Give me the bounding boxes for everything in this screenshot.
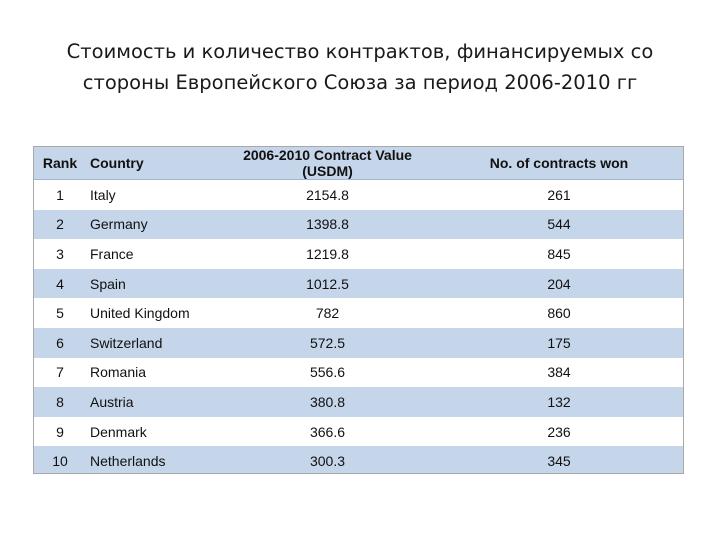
cell-rank: 3 (34, 239, 86, 269)
cell-rank: 10 (34, 446, 86, 474)
cell-rank: 1 (34, 180, 86, 210)
slide-title-line-2: стороны Европейского Союза за период 2006-2010 гг (82, 71, 638, 94)
table-row (34, 387, 683, 417)
cell-country: Netherlands (86, 446, 220, 474)
cell-country: United Kingdom (86, 298, 220, 328)
cell-contract-value: 380.8 (220, 387, 435, 417)
cell-contract-count: 236 (435, 417, 683, 447)
header-contract-count: No. of contracts won (435, 147, 683, 180)
header-country: Country (86, 147, 220, 180)
table-row (34, 210, 683, 240)
table-header-row (34, 147, 683, 180)
cell-contract-value: 1012.5 (220, 269, 435, 299)
cell-contract-value: 1219.8 (220, 239, 435, 269)
cell-contract-count: 345 (435, 446, 683, 474)
slide-title (40, 36, 680, 98)
cell-country: Switzerland (86, 328, 220, 358)
table-row (34, 180, 683, 210)
cell-rank: 5 (34, 298, 86, 328)
cell-rank: 6 (34, 328, 86, 358)
cell-rank: 8 (34, 387, 86, 417)
slide-title-line-1: Стоимость и количество контрактов, финансируемых со (66, 40, 654, 63)
cell-contract-count: 384 (435, 358, 683, 388)
cell-contract-count: 860 (435, 298, 683, 328)
table-row (34, 269, 683, 299)
cell-contract-count: 132 (435, 387, 683, 417)
contracts-table-container (33, 146, 684, 474)
cell-country: Spain (86, 269, 220, 299)
header-rank: Rank (34, 147, 86, 180)
table-row (34, 298, 683, 328)
table-row (34, 446, 683, 474)
table-row (34, 358, 683, 388)
cell-contract-value: 2154.8 (220, 180, 435, 210)
cell-contract-value: 572.5 (220, 328, 435, 358)
cell-contract-value: 1398.8 (220, 210, 435, 240)
cell-country: France (86, 239, 220, 269)
cell-contract-value: 366.6 (220, 417, 435, 447)
cell-contract-value: 782 (220, 298, 435, 328)
cell-country: Germany (86, 210, 220, 240)
cell-contract-count: 845 (435, 239, 683, 269)
table-row (34, 417, 683, 447)
cell-rank: 7 (34, 358, 86, 388)
cell-country: Italy (86, 180, 220, 210)
cell-contract-count: 544 (435, 210, 683, 240)
cell-rank: 4 (34, 269, 86, 299)
cell-contract-count: 175 (435, 328, 683, 358)
header-contract-value: 2006-2010 Contract Value (USDM) (220, 147, 435, 180)
cell-country: Denmark (86, 417, 220, 447)
contracts-table (34, 147, 683, 474)
cell-contract-count: 204 (435, 269, 683, 299)
cell-contract-value: 556.6 (220, 358, 435, 388)
table-row (34, 239, 683, 269)
cell-country: Austria (86, 387, 220, 417)
cell-rank: 2 (34, 210, 86, 240)
cell-contract-value: 300.3 (220, 446, 435, 474)
cell-contract-count: 261 (435, 180, 683, 210)
cell-rank: 9 (34, 417, 86, 447)
table-row (34, 328, 683, 358)
cell-country: Romania (86, 358, 220, 388)
